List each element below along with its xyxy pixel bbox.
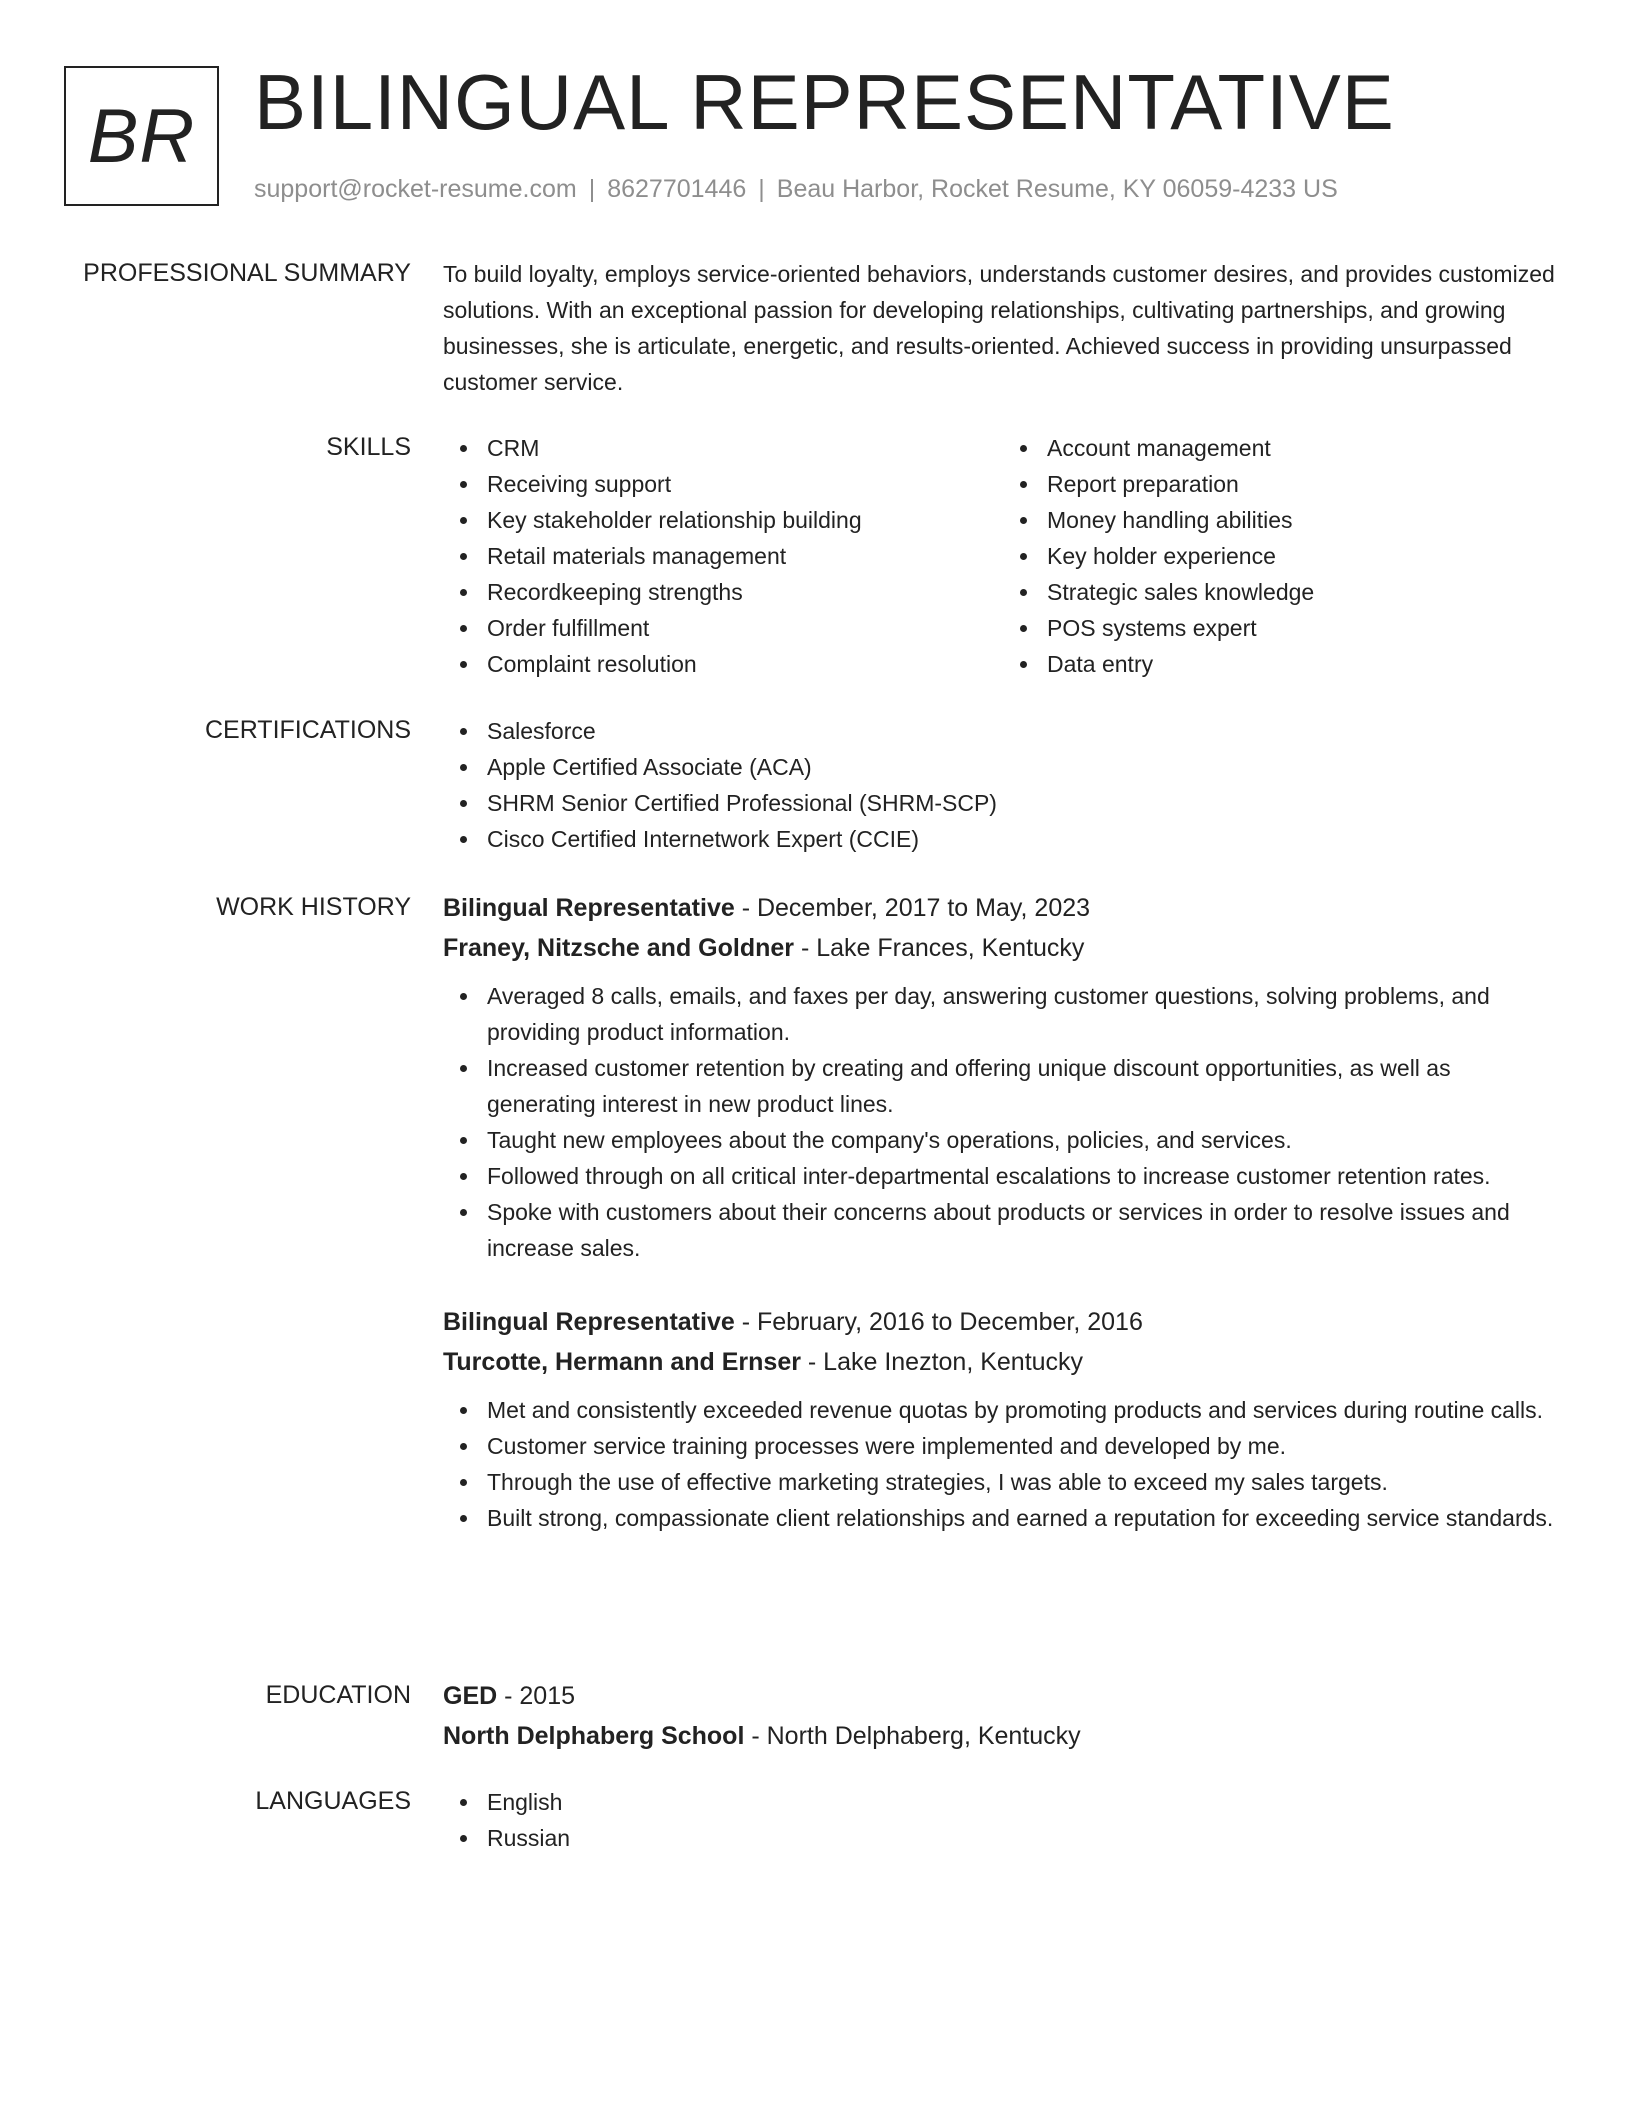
list-item: Key holder experience bbox=[1047, 538, 1563, 574]
section-label: SKILLS bbox=[326, 433, 411, 461]
job-bullets bbox=[443, 978, 1563, 1266]
list-item: Key stakeholder relationship building bbox=[487, 502, 1003, 538]
summary-text: To build loyalty, employs service-oriented behaviors, understands customer desires, and provides customized solutions. With an exceptional passion for developing relationships, cultivating partnerships, and growing businesses, she is articulate, energetic, and results-oriented. Achieved success in providing unsurpassed customer service. bbox=[443, 261, 1555, 395]
contact-line bbox=[254, 172, 1338, 206]
list-item: Increased customer retention by creating and offering unique discount opportunities, as well as generating interest in new product lines. bbox=[487, 1050, 1563, 1122]
list-item: Data entry bbox=[1047, 646, 1563, 682]
list-item: Report preparation bbox=[1047, 466, 1563, 502]
job-heading bbox=[443, 1302, 1563, 1342]
contact-separator: | bbox=[758, 175, 765, 203]
list-item: Apple Certified Associate (ACA) bbox=[487, 749, 1563, 785]
education-location: - North Delphaberg, Kentucky bbox=[744, 1722, 1081, 1750]
section-label: EDUCATION bbox=[265, 1681, 411, 1709]
job-entry bbox=[443, 888, 1563, 1266]
list-item: Met and consistently exceeded revenue quotas by promoting products and services during routine calls. bbox=[487, 1392, 1563, 1428]
list-item: Russian bbox=[487, 1820, 1563, 1856]
section-label: WORK HISTORY bbox=[216, 893, 411, 921]
list-item: SHRM Senior Certified Professional (SHRM-SCP) bbox=[487, 785, 1563, 821]
job-company: Franey, Nitzsche and Goldner bbox=[443, 934, 795, 962]
list-item: Customer service training processes were implemented and developed by me. bbox=[487, 1428, 1563, 1464]
contact-email: support@rocket-resume.com bbox=[254, 175, 577, 203]
resume-header bbox=[0, 0, 1632, 230]
monogram-logo: BR bbox=[64, 66, 219, 206]
job-heading bbox=[443, 888, 1563, 928]
list-item: POS systems expert bbox=[1047, 610, 1563, 646]
list-item: Recordkeeping strengths bbox=[487, 574, 1003, 610]
certifications-list bbox=[443, 713, 1563, 857]
education-degree: GED bbox=[443, 1682, 498, 1710]
job-bullets bbox=[443, 1392, 1563, 1536]
job-title: Bilingual Representative bbox=[443, 1308, 735, 1336]
education-school-line bbox=[443, 1716, 1563, 1756]
job-entry bbox=[443, 1302, 1563, 1536]
skills-list-right bbox=[1003, 430, 1563, 682]
section-label: PROFESSIONAL SUMMARY bbox=[83, 259, 411, 287]
list-item: Order fulfillment bbox=[487, 610, 1003, 646]
list-item: Strategic sales knowledge bbox=[1047, 574, 1563, 610]
list-item: Cisco Certified Internetwork Expert (CCIE) bbox=[487, 821, 1563, 857]
list-item: Followed through on all critical inter-departmental escalations to increase customer retention rates. bbox=[487, 1158, 1563, 1194]
job-employer bbox=[443, 1342, 1563, 1382]
contact-address: Beau Harbor, Rocket Resume, KY 06059-4233 US bbox=[776, 175, 1338, 203]
list-item: Salesforce bbox=[487, 713, 1563, 749]
list-item: Complaint resolution bbox=[487, 646, 1003, 682]
education-year: - 2015 bbox=[497, 1682, 576, 1710]
job-company: Turcotte, Hermann and Ernser bbox=[443, 1348, 801, 1376]
skills-list-left bbox=[443, 430, 1003, 682]
job-location: - Lake Inezton, Kentucky bbox=[800, 1348, 1084, 1376]
list-item: CRM bbox=[487, 430, 1003, 466]
contact-phone: 8627701446 bbox=[607, 175, 747, 203]
resume-title: BILINGUAL REPRESENTATIVE bbox=[254, 58, 1395, 146]
list-item: Retail materials management bbox=[487, 538, 1003, 574]
list-item: Spoke with customers about their concerns about products or services in order to resolve issues and increase sales. bbox=[487, 1194, 1563, 1266]
list-item: English bbox=[487, 1784, 1563, 1820]
education-degree-line bbox=[443, 1676, 1563, 1716]
contact-separator: | bbox=[588, 175, 596, 203]
list-item: Averaged 8 calls, emails, and faxes per day, answering customer questions, solving problems, and providing product information. bbox=[487, 978, 1563, 1050]
section-label: LANGUAGES bbox=[255, 1787, 411, 1815]
section-label: CERTIFICATIONS bbox=[204, 716, 411, 744]
languages-list bbox=[443, 1784, 1563, 1856]
job-dates: - December, 2017 to May, 2023 bbox=[734, 894, 1091, 922]
list-item: Built strong, compassionate client relationships and earned a reputation for exceeding service standards. bbox=[487, 1500, 1563, 1536]
list-item: Account management bbox=[1047, 430, 1563, 466]
job-dates: - February, 2016 to December, 2016 bbox=[734, 1308, 1143, 1336]
list-item: Through the use of effective marketing strategies, I was able to exceed my sales targets. bbox=[487, 1464, 1563, 1500]
job-location: - Lake Frances, Kentucky bbox=[794, 934, 1085, 962]
job-employer bbox=[443, 928, 1563, 968]
list-item: Receiving support bbox=[487, 466, 1003, 502]
list-item: Money handling abilities bbox=[1047, 502, 1563, 538]
job-title: Bilingual Representative bbox=[443, 894, 735, 922]
list-item: Taught new employees about the company's operations, policies, and services. bbox=[487, 1122, 1563, 1158]
education-school: North Delphaberg School bbox=[443, 1722, 745, 1750]
